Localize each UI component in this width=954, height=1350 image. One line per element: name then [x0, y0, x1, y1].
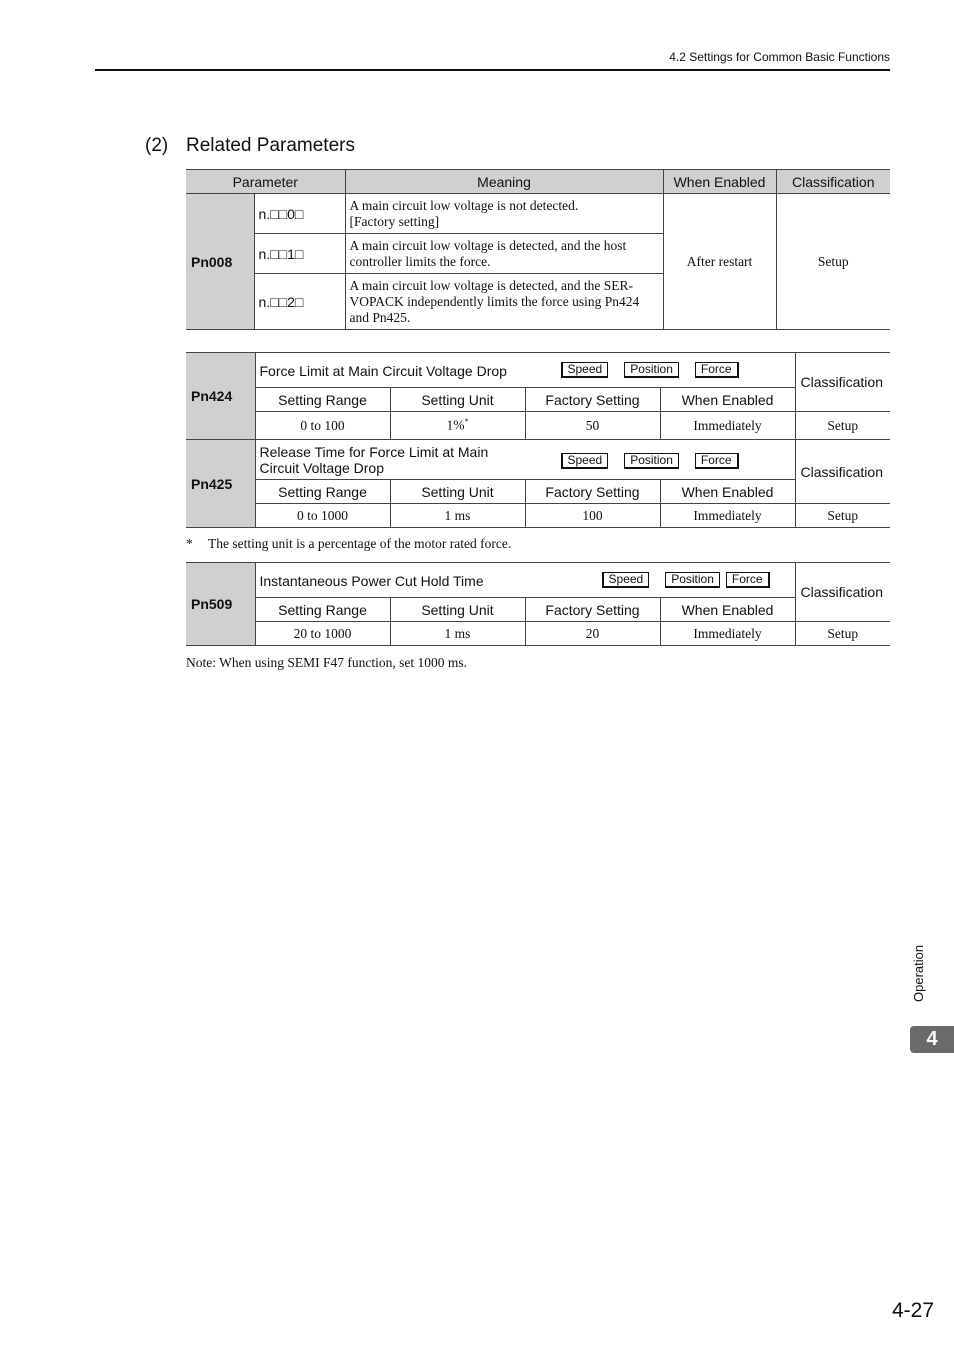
factory-setting-value: 50 — [525, 412, 660, 440]
setting-range-value: 0 to 100 — [255, 412, 390, 440]
header-parameter: Parameter — [186, 170, 345, 194]
param-code: n.□□2□ — [254, 274, 345, 330]
mode-force-badge: Force — [695, 362, 739, 378]
header-meaning: Meaning — [345, 170, 663, 194]
section-number: (2) — [145, 135, 169, 156]
mode-position-badge: Position — [665, 572, 720, 588]
param-title: Force Limit at Main Circuit Voltage Drop — [259, 362, 507, 379]
setting-unit-header: Setting Unit — [390, 480, 525, 504]
param-id: Pn425 — [186, 440, 255, 528]
when-enabled-value: Immediately — [660, 412, 795, 440]
classification-header: Classification — [795, 440, 890, 504]
setting-range-header: Setting Range — [255, 388, 390, 412]
setting-range-value: 0 to 1000 — [255, 504, 390, 528]
footnote-mark: * — [186, 536, 193, 551]
classification-value: Setup — [776, 194, 890, 330]
param-meaning: A main circuit low voltage is detected, and the host controller limits the force. — [345, 234, 663, 274]
setting-unit-header: Setting Unit — [390, 598, 525, 622]
section-title-text: Related Parameters — [186, 135, 355, 156]
control-modes — [561, 360, 755, 378]
factory-setting-header: Factory Setting — [525, 480, 660, 504]
classification-value: Setup — [795, 412, 890, 440]
classification-value: Setup — [795, 622, 890, 646]
when-enabled-header: When Enabled — [660, 388, 795, 412]
chapter-side-tab — [903, 940, 933, 1004]
control-modes — [561, 451, 755, 469]
mode-force-badge: Force — [695, 453, 739, 469]
setting-range-header: Setting Range — [255, 480, 390, 504]
mode-speed-badge: Speed — [561, 453, 609, 469]
param-code: n.□□1□ — [254, 234, 345, 274]
factory-setting-value: 100 — [525, 504, 660, 528]
when-enabled-value: After restart — [663, 194, 776, 330]
running-header: 4.2 Settings for Common Basic Functions — [669, 50, 890, 64]
pn008-table — [186, 169, 890, 330]
param-id: Pn424 — [186, 353, 255, 440]
pn509-table — [186, 562, 890, 646]
header-when-enabled: When Enabled — [663, 170, 776, 194]
setting-unit-value: 1%* — [390, 412, 525, 440]
setting-range-header: Setting Range — [255, 598, 390, 622]
param-title: Release Time for Force Limit at Main Circuit Voltage Drop — [259, 443, 489, 476]
param-id: Pn509 — [186, 563, 255, 646]
param-code: n.□□0□ — [254, 194, 345, 234]
section-title — [145, 135, 355, 157]
factory-setting-header: Factory Setting — [525, 388, 660, 412]
setting-range-value: 20 to 1000 — [255, 622, 390, 646]
setting-unit-value: 1 ms — [390, 504, 525, 528]
param-meaning: A main circuit low voltage is detected, and the SER- VOPACK independently limits the force using Pn424 and Pn425. — [345, 274, 663, 330]
param-id: Pn008 — [186, 194, 254, 330]
classification-header: Classification — [795, 353, 890, 412]
mode-speed-badge: Speed — [602, 572, 650, 588]
mode-speed-badge: Speed — [561, 362, 609, 378]
param-title-row — [255, 563, 795, 598]
control-modes — [602, 570, 786, 588]
header-rule — [95, 69, 890, 71]
pn424-pn425-table — [186, 352, 890, 528]
param-title-row — [255, 440, 795, 480]
note: Note: When using SEMI F47 function, set 1000 ms. — [186, 655, 467, 670]
when-enabled-header: When Enabled — [660, 598, 795, 622]
when-enabled-value: Immediately — [660, 622, 795, 646]
chapter-number-badge: 4 — [910, 1026, 954, 1053]
factory-setting-header: Factory Setting — [525, 598, 660, 622]
mode-position-badge: Position — [624, 453, 679, 469]
classification-value: Setup — [795, 504, 890, 528]
param-title-row — [255, 353, 795, 388]
mode-force-badge: Force — [726, 572, 770, 588]
mode-position-badge: Position — [624, 362, 679, 378]
footnote-mark: * — [464, 417, 469, 427]
when-enabled-header: When Enabled — [660, 480, 795, 504]
setting-unit-value: 1 ms — [390, 622, 525, 646]
setting-unit-header: Setting Unit — [390, 388, 525, 412]
page-number: 4-27 — [892, 1299, 935, 1322]
chapter-label: Operation — [911, 944, 926, 1002]
footnote — [186, 536, 511, 552]
header-classification: Classification — [776, 170, 890, 194]
classification-header: Classification — [795, 563, 890, 622]
param-title: Instantaneous Power Cut Hold Time — [259, 572, 484, 589]
factory-setting-value: 20 — [525, 622, 660, 646]
footnote-text: The setting unit is a percentage of the motor rated force. — [208, 536, 512, 551]
when-enabled-value: Immediately — [660, 504, 795, 528]
param-meaning: A main circuit low voltage is not detected. [Factory setting] — [345, 194, 663, 234]
